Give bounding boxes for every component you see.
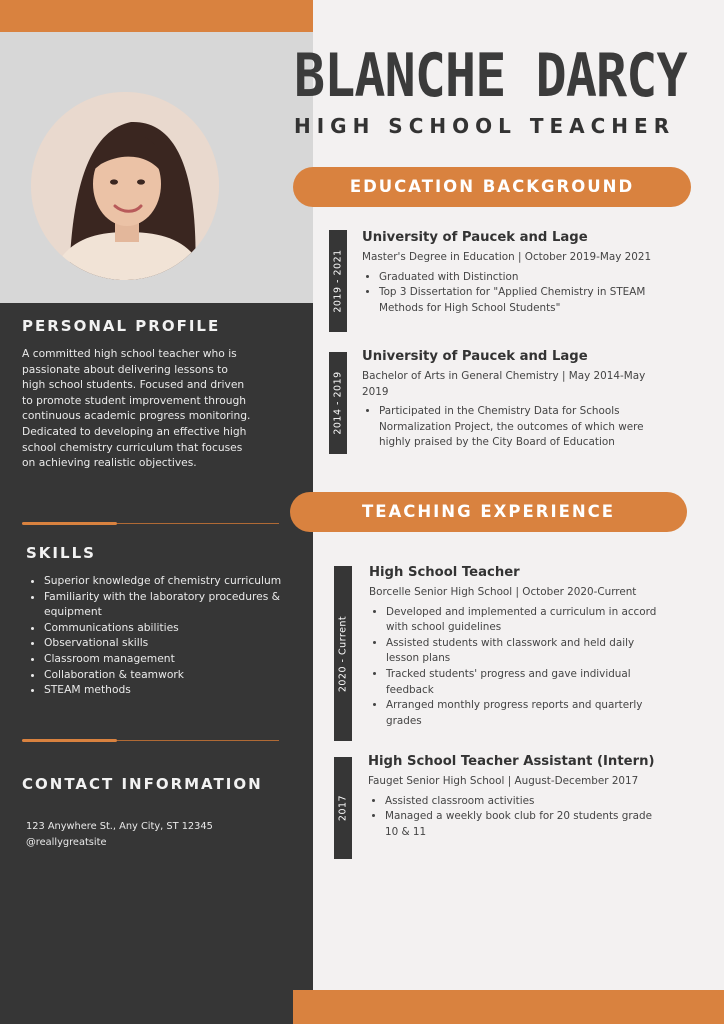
duty-list [368,794,668,841]
date-label: 2014 - 2019 [332,371,344,435]
duty-item: • Arranged monthly progress reports and quarterly grades [386,698,669,729]
experience-entry [368,753,668,840]
education-entry [362,348,672,451]
school-name: University of Paucek and Lage [362,349,588,364]
skill-item: • Familiarity with the laboratory procedures & equipment [44,589,284,620]
duty-item: • Tracked students' progress and gave individual feedback [386,667,669,698]
job-title: High School Teacher [369,565,520,580]
contact-address: 123 Anywhere St., Any City, ST 12345 [26,821,213,832]
job-detail: Fauget Senior High School | August-December 2017 [368,775,639,787]
degree-detail: Master's Degree in Education | October 2019-May 2021 [362,251,652,263]
profile-photo [31,92,219,280]
portrait-image [31,92,219,280]
achievement-list [362,270,672,317]
candidate-role: HIGH SCHOOL TEACHER [294,114,676,138]
contact-website[interactable]: @reallygreatsite [26,837,107,848]
bottom-accent-bar [293,990,724,1024]
degree-detail: Bachelor of Arts in General Chemistry | May 2014-May 2019 [362,370,646,398]
skill-item: • STEAM methods [44,682,284,698]
achievement-item: • Graduated with Distinction [379,270,672,286]
section-divider [22,740,279,741]
skills-list [26,573,284,698]
date-bar [334,566,352,741]
profile-heading: PERSONAL PROFILE [22,317,221,335]
date-bar [329,230,347,332]
achievement-item: • Top 3 Dissertation for "Applied Chemistry in STEAM Methods for High School Students" [379,285,672,316]
skill-item: • Collaboration & teamwork [44,667,284,683]
duty-item: • Developed and implemented a curriculum in accord with school guidelines [386,605,669,636]
date-label: 2020 - Current [337,615,349,692]
experience-heading: TEACHING EXPERIENCE [290,492,687,532]
duty-item: • Assisted classroom activities [385,794,668,810]
candidate-name: BLANCHE DARCY [294,41,687,111]
date-bar [334,757,352,859]
top-accent-bar [0,0,313,32]
job-title: High School Teacher Assistant (Intern) [368,754,655,769]
date-bar [329,352,347,454]
education-heading: EDUCATION BACKGROUND [293,167,691,207]
skill-item: • Superior knowledge of chemistry curriculum [44,573,284,589]
contact-heading: CONTACT INFORMATION [22,775,263,793]
skill-item: • Observational skills [44,635,284,651]
contact-block [26,819,213,851]
date-label: 2017 [337,794,349,822]
skills-heading: SKILLS [26,544,96,562]
skill-item: • Communications abilities [44,620,284,636]
date-label: 2019 - 2021 [332,249,344,313]
duty-item: • Managed a weekly book club for 20 students grade 10 & 11 [385,809,668,840]
achievement-item: • Participated in the Chemistry Data for Schools Normalization Project, the outcomes of which were highly praised by the City Board of Education [379,404,672,451]
job-detail: Borcelle Senior High School | October 2020-Current [369,586,637,598]
duty-list [369,605,669,730]
school-name: University of Paucek and Lage [362,230,588,245]
experience-entry [369,564,669,729]
section-divider [22,523,279,524]
skill-item: • Classroom management [44,651,284,667]
duty-item: • Assisted students with classwork and held daily lesson plans [386,636,669,667]
profile-text: A committed high school teacher who is passionate about delivering lessons to high school students. Focused and driven to promote student improvement through continuous academic progress monitoring. Dedicated to developing an effective high school chemistry curriculum that focuses on achieving realistic objectives. [22,347,251,470]
education-entry [362,229,672,316]
achievement-list [362,404,672,451]
